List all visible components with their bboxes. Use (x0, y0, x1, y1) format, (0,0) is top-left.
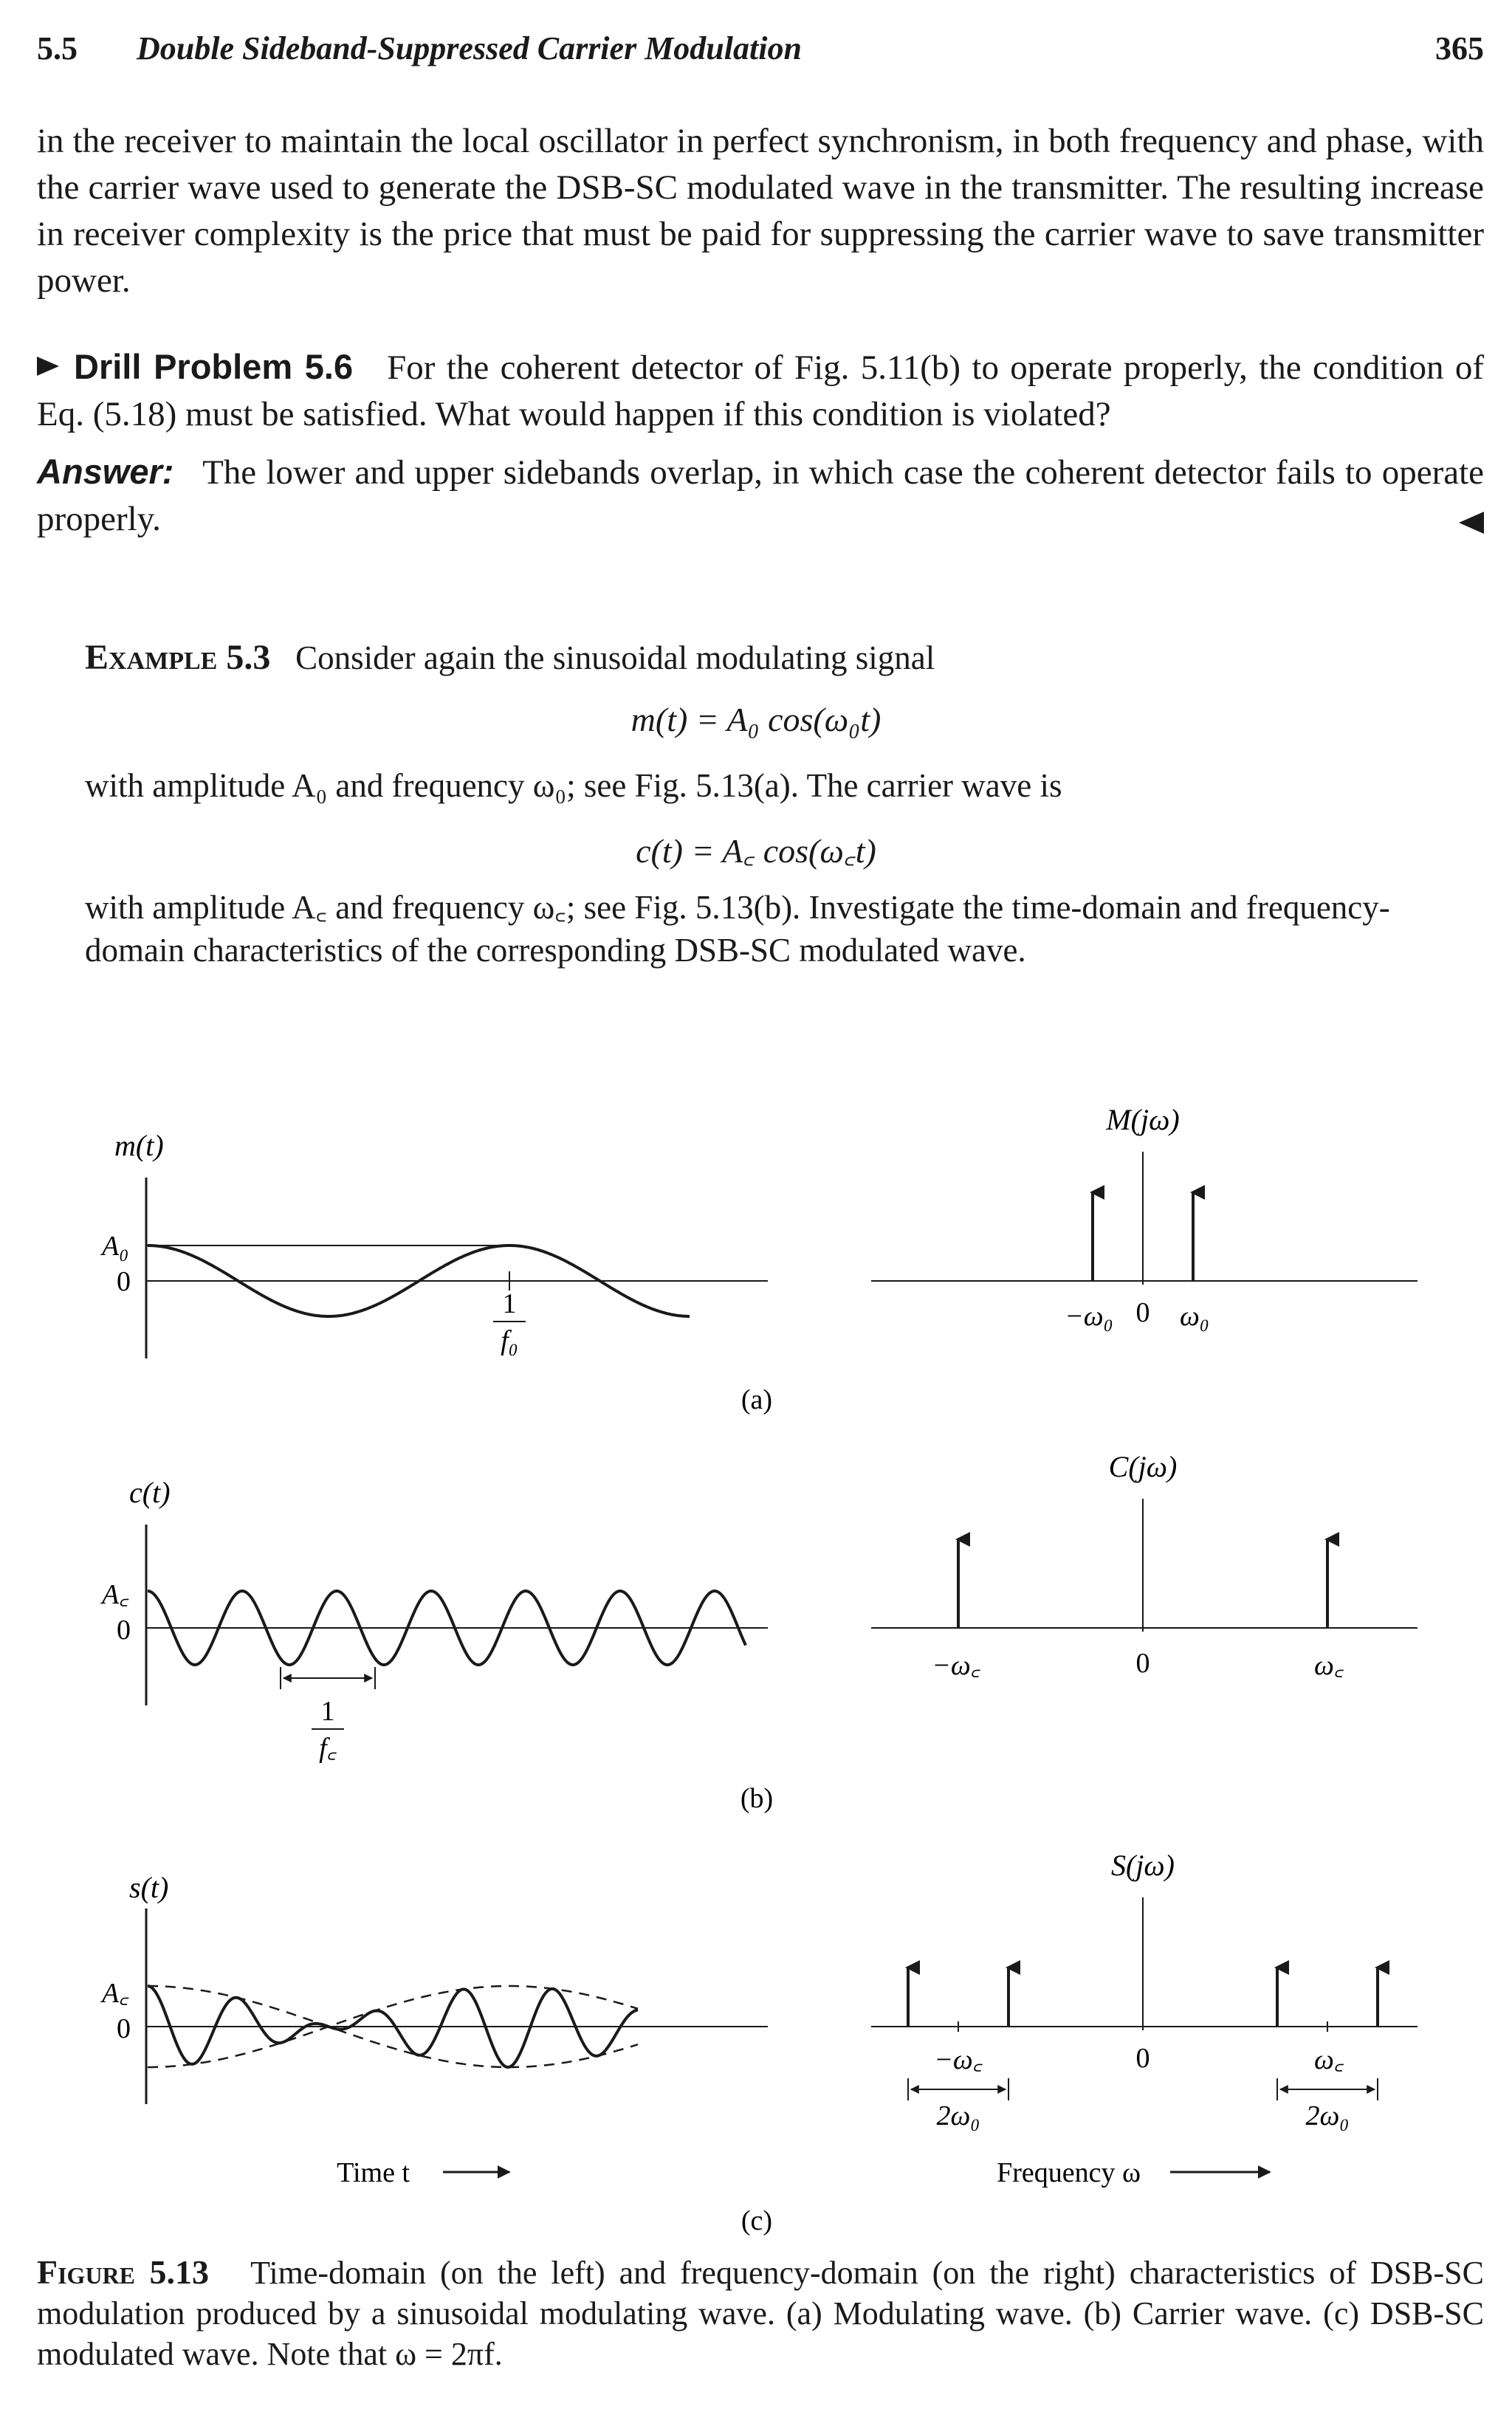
panel-c-freq (871, 1849, 1418, 2188)
ac-label-b: A꜀ (102, 1579, 129, 1610)
panel-a-time (100, 1129, 768, 1358)
example-text-2: with amplitude A₀ and frequency ω₀; see Fig. 5.13(a). The carrier wave is (85, 767, 1062, 804)
ac-label-c: A꜀ (102, 1978, 129, 2009)
drill-answer: The lower and upper sidebands overlap, in which case the coherent detector fails to operate properly. (37, 453, 1485, 538)
period-den-a: f₀ (501, 1325, 518, 1356)
equation-m: m(t) = A₀ cos(ω₀t) (630, 701, 882, 738)
span-right-label: 2ω₀ (1305, 2100, 1350, 2131)
answer-label: Answer: (37, 452, 174, 491)
end-marker-icon (1459, 512, 1484, 534)
panel-b-tag: (b) (740, 1783, 774, 1814)
zero-label-a: 0 (117, 1266, 131, 1297)
panel-c-tag: (c) (740, 2205, 773, 2236)
a0-label: A₀ (102, 1231, 129, 1262)
panel-a-freq (871, 1103, 1418, 1332)
s-t-label: s(t) (129, 1871, 169, 1904)
panel-a-tag: (a) (740, 1384, 773, 1415)
zero-tick-b: 0 (1135, 1648, 1150, 1679)
pos-wc-tick-c: ω꜀ (1314, 2044, 1344, 2075)
neg-w0-tick: −ω₀ (1065, 1301, 1113, 1332)
example-intro-text: Consider again the sinusoidal modulating signal (295, 639, 935, 676)
m-t-label: m(t) (114, 1129, 164, 1162)
neg-wc-tick-b: −ω꜀ (932, 1650, 980, 1681)
example-text-3: with amplitude A꜀ and frequency ω꜀; see Fig. 5.13(b). Investigate the time-domain and frequency-domain characteristics of the corresponding DSB-SC modulated wave. (85, 889, 1390, 969)
intro-paragraph: in the receiver to maintain the local oscillator in perfect synchronism, in both frequency and phase, with the carrier wave used to generate the DSB-SC modulated wave in the transmitter. The resulting increase in receiver complexity is the price that must be paid for suppressing the carrier wave to save transmitter power. (37, 122, 1484, 300)
equation-c: c(t) = A꜀ cos(ω꜀t) (636, 832, 876, 870)
time-axis-label: Time t (337, 2157, 410, 2188)
panel-c-time (100, 1871, 768, 2188)
figure-caption (37, 2252, 1484, 2374)
drill-arrow-icon (37, 357, 59, 376)
pos-w0-tick: ω₀ (1179, 1301, 1210, 1332)
zero-tick-a: 0 (1135, 1297, 1150, 1328)
period-num-b: 1 (320, 1696, 335, 1727)
pos-wc-tick-b: ω꜀ (1314, 1650, 1344, 1681)
m-jw-label: M(jω) (1106, 1103, 1180, 1136)
zero-label-b: 0 (117, 1615, 131, 1646)
panel-b-freq (871, 1450, 1418, 1681)
drill-problem (37, 343, 1484, 543)
page-number: 365 (1435, 30, 1484, 66)
drill-answer-block (37, 448, 1484, 543)
page-header (37, 30, 1484, 81)
section-title: Double Sideband-Suppressed Carrier Modulation (137, 30, 802, 66)
period-num-a: 1 (502, 1288, 517, 1319)
drill-question-block (37, 343, 1484, 438)
caption-text: Time-domain (on the left) and frequency-domain (on the right) characteristics of DSB-SC modulation produced by a sinusoidal modulating wave. (a) Modulating wave. (b) Carrier wave. (c) DSB-SC modulated wave. Note that ω = 2πf. (37, 2255, 1484, 2372)
neg-wc-tick-c: −ω꜀ (934, 2044, 983, 2075)
c-t-label: c(t) (129, 1476, 171, 1509)
c-jw-label: C(jω) (1108, 1450, 1178, 1483)
zero-label-c: 0 (117, 2013, 131, 2044)
period-den-b: f꜀ (319, 1733, 337, 1764)
panel-b-time (100, 1476, 768, 1764)
caption-label: Figure 5.13 (37, 2253, 209, 2291)
s-jw-label: S(jω) (1111, 1849, 1175, 1882)
figure-5-13 (0, 1071, 1512, 2237)
example-intro (85, 636, 1443, 679)
section-number: 5.5 (37, 30, 78, 66)
drill-label: Drill Problem 5.6 (74, 347, 354, 386)
freq-axis-label: Frequency ω (997, 2157, 1141, 2188)
zero-tick-c: 0 (1135, 2043, 1150, 2074)
drill-question: For the coherent detector of Fig. 5.11(b) to operate properly, the condition of Eq. (5.18) must be satisfied. What would happen if this condition is violated? (37, 348, 1485, 433)
example-label: Example 5.3 (85, 638, 271, 677)
span-left-label: 2ω₀ (936, 2100, 980, 2131)
